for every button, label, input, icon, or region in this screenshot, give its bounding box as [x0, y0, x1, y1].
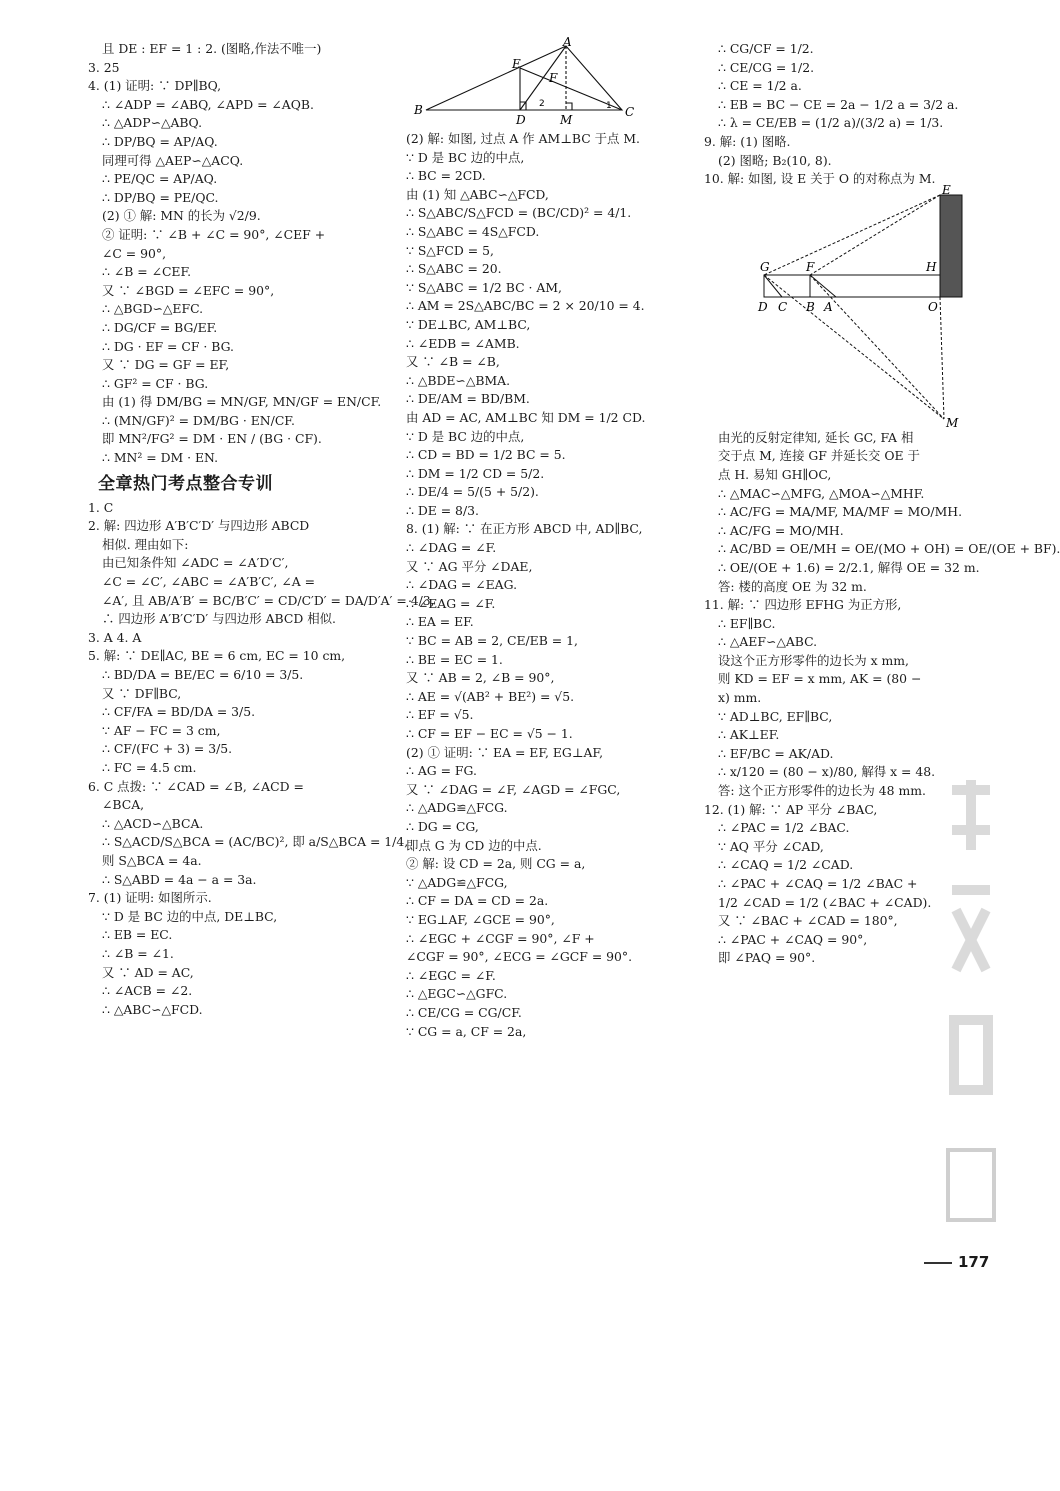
fig-label-a: A	[824, 299, 833, 314]
text-line: 8. (1) 解: ∵ 在正方形 ABCD 中, AD∥BC,	[406, 521, 643, 537]
text-line: ∴ △ABC∽△FCD.	[102, 1001, 203, 1017]
text-line: ∴ ∠ADP = ∠ABQ, ∠APD = ∠AQB.	[102, 96, 314, 112]
text-line: ∴ EA = EF.	[406, 614, 474, 630]
fig-label-b: B	[414, 103, 423, 117]
text-line: ∴ S△ABC = 4S△FCD.	[406, 223, 540, 239]
text-line: ∴ △ACD∽△BCA.	[102, 815, 204, 831]
text-line: 由已知条件知 ∠ADC = ∠A′D′C′,	[102, 555, 289, 571]
text-line: ∴ △MAC∽△MFG, △MOA∽△MHF.	[718, 485, 925, 501]
text-line: ∴ CE = 1/2 a.	[718, 78, 802, 94]
text-line: ∴ BD/DA = BE/EC = 6/10 = 3/5.	[102, 667, 304, 682]
fig-label-h: H	[926, 259, 937, 274]
text-line: ∴ ∠EAG = ∠F.	[406, 595, 496, 611]
text-line: ∴ ∠ACB = ∠2.	[102, 983, 193, 999]
text-line: 又 ∵ ∠BAC + ∠CAD = 180°,	[718, 913, 898, 929]
text-line: ∴ △ADP∽△ABQ.	[102, 115, 203, 131]
fig-label-1: 1	[606, 101, 612, 111]
text-line: ∵ D 是 BC 边的中点,	[406, 149, 525, 165]
text-line: 由 AD = AC, AM⊥BC 知 DM = 1/2 CD.	[406, 409, 646, 425]
text-line: (2) 解: 如图, 过点 A 作 AM⊥BC 于点 M.	[406, 131, 640, 146]
text-line: ∴ CE/CG = 1/2.	[718, 59, 815, 75]
text-line: ∴ GF² = CF · BG.	[102, 375, 209, 391]
text-line: ∵ AQ 平分 ∠CAD,	[718, 838, 824, 854]
text-line: ∴ EB = BC − CE = 2a − 1/2 a = 3/2 a.	[718, 96, 959, 112]
text-line: 5. 解: ∵ DE∥AC, BE = 6 cm, EC = 10 cm,	[88, 648, 346, 664]
text-line: ∠BCA,	[102, 797, 145, 813]
text-line: 又 ∵ AD = AC,	[102, 964, 194, 980]
text-line: ∴ DP/BQ = PE/QC.	[102, 189, 219, 205]
text-line: ∴ PE/QC = AP/AQ.	[102, 171, 218, 187]
text-line: 2. 解: 四边形 A′B′C′D′ 与四边形 ABCD	[88, 518, 310, 534]
text-line: ∴ DE/4 = 5/(5 + 5/2).	[406, 484, 539, 500]
text-line: ∠A′, 且 AB/A′B′ = BC/B′C′ = CD/C′D′ = DA/D′A′ = 4/3,	[102, 592, 435, 608]
text-line: ∴ EF/BC = AK/AD.	[718, 745, 834, 761]
text-line: ∠C = ∠C′, ∠ABC = ∠A′B′C′, ∠A =	[102, 574, 315, 590]
text-line: ∴ CF = EF − EC = √5 − 1.	[406, 726, 573, 741]
fig-label-o: O	[928, 299, 938, 314]
fig-label-f: F	[549, 71, 558, 85]
text-line: ∵ EG⊥AF, ∠GCE = 90°,	[406, 911, 555, 927]
text-line: ∴ 四边形 A′B′C′D′ 与四边形 ABCD 相似.	[102, 611, 336, 627]
text-line: 则 S△BCA = 4a.	[102, 852, 202, 868]
text-line: ∴ DP/BQ = AP/AQ.	[102, 133, 218, 149]
text-line: ∴ CF/(FC + 3) = 3/5.	[102, 741, 233, 757]
text-line: ∴ △BGD∽△EFC.	[102, 301, 204, 317]
text-line: 相似. 理由如下:	[102, 536, 189, 552]
text-line: 9. 解: (1) 图略.	[704, 133, 791, 149]
text-line: ∴ CG/CF = 1/2.	[718, 41, 814, 56]
text-line: 设这个正方形零件的边长为 x mm,	[718, 652, 909, 668]
text-line: ∴ (MN/GF)² = DM/BG · EN/CF.	[102, 412, 295, 428]
fig-label-m: M	[560, 113, 573, 127]
text-line: ∴ S△ABC/S△FCD = (BC/CD)² = 4/1.	[406, 205, 632, 221]
text-line: ∴ EB = EC.	[102, 927, 173, 943]
text-line: ∴ ∠B = ∠1.	[102, 945, 174, 961]
text-line: ∴ FC = 4.5 cm.	[102, 759, 197, 775]
text-line: ∴ △EGC∽△GFC.	[406, 986, 508, 1002]
text-line: ∵ D 是 BC 边的中点, DE⊥BC,	[102, 908, 278, 924]
text-line: ∴ BC = 2CD.	[406, 168, 486, 184]
text-line: ∵ AD⊥BC, EF∥BC,	[718, 708, 833, 724]
fig-label-e: E	[942, 182, 951, 197]
fig-label-g: G	[760, 259, 770, 274]
fig-label-2: 2	[539, 99, 545, 109]
text-line: ∴ DG · EF = CF · BG.	[102, 338, 234, 354]
fig-label-b: B	[806, 299, 815, 314]
text-line: ∴ AE = √(AB² + BE²) = √5.	[406, 688, 575, 704]
text-line: ∴ OE/(OE + 1.6) = 2/2.1, 解得 OE = 32 m.	[718, 559, 980, 575]
text-line: ∴ ∠EDB = ∠AMB.	[406, 335, 520, 351]
text-line: ∠C = 90°,	[102, 245, 167, 261]
building-shape	[940, 195, 962, 297]
text-line: 交于点 M, 连接 GF 并延长交 OE 于	[718, 448, 920, 464]
text-line: 点 H. 易知 GH∥OC,	[718, 466, 832, 482]
text-line: 且 DE : EF = 1 : 2. (图略,作法不唯一)	[102, 41, 322, 56]
line-ef	[810, 195, 940, 275]
text-line: ∵ S△ABC = 1/2 BC · AM,	[406, 279, 562, 295]
text-line: ∴ EF = √5.	[406, 707, 474, 723]
text-line: ∵ CG = a, CF = 2a,	[406, 1023, 527, 1039]
triangle-figure	[406, 35, 646, 130]
text-line: ∴ DG/CF = BG/EF.	[102, 319, 218, 335]
text-line: ∴ DG = CG,	[406, 818, 479, 834]
text-line: 同理可得 △AEP∽△ACQ.	[102, 152, 244, 168]
text-line: ∴ ∠DAG = ∠F.	[406, 540, 497, 556]
text-line: ∴ ∠DAG = ∠EAG.	[406, 577, 518, 593]
text-line: 答: 楼的高度 OE 为 32 m.	[718, 578, 867, 594]
text-line: 10. 解: 如图, 设 E 关于 O 的对称点为 M.	[704, 171, 936, 187]
text-line: ∴ ∠EGC + ∠CGF = 90°, ∠F +	[406, 930, 595, 946]
text-line: 又 ∵ AB = 2, ∠B = 90°,	[406, 670, 555, 686]
text-line: 又 ∵ ∠DAG = ∠F, ∠AGD = ∠FGC,	[406, 781, 621, 797]
text-line: 4. (1) 证明: ∵ DP∥BQ,	[88, 78, 222, 94]
text-line: 由 (1) 得 DM/BG = MN/GF, MN/GF = EN/CF.	[102, 394, 382, 410]
fig-label-e: E	[512, 57, 521, 71]
column-middle-text	[406, 130, 696, 1041]
text-line: ∴ ∠CAQ = 1/2 ∠CAD.	[718, 857, 854, 873]
text-line: ② 解: 设 CD = 2a, 则 CG = a,	[406, 856, 586, 872]
text-line: ∴ CE/CG = CG/CF.	[406, 1004, 522, 1020]
page-number: 177	[958, 1253, 990, 1271]
text-line: 又 ∵ DG = GF = EF,	[102, 357, 230, 373]
text-line: ∴ CD = BD = 1/2 BC = 5.	[406, 447, 566, 463]
fig-label-d: D	[516, 113, 526, 127]
text-line: ∴ AM = 2S△ABC/BC = 2 × 20/10 = 4.	[406, 298, 645, 314]
text-line: ∴ S△ACD/S△BCA = (AC/BC)², 即 a/S△BCA = 1/4,	[102, 834, 409, 850]
text-line: ∴ AC/FG = MA/MF, MA/MF = MO/MH.	[718, 504, 963, 520]
text-line: 1. C	[88, 499, 114, 515]
text-line: ∴ CF/FA = BD/DA = 3/5.	[102, 704, 256, 720]
text-line: ∠CGF = 90°, ∠ECG = ∠GCF = 90°.	[406, 949, 633, 965]
text-line: 1/2 ∠CAD = 1/2 (∠BAC + ∠CAD).	[718, 894, 932, 910]
text-line: ∴ AC/FG = MO/MH.	[718, 522, 844, 538]
text-line: ∴ EF∥BC.	[718, 615, 776, 631]
text-line: ∵ S△FCD = 5,	[406, 242, 494, 258]
text-line: 7. (1) 证明: 如图所示.	[88, 890, 212, 906]
ground-strip	[764, 275, 940, 297]
text-line: ∴ ∠B = ∠CEF.	[102, 264, 192, 280]
text-line: ∴ AC/BD = OE/MH = OE/(MO + OH) = OE/(OE + BF).	[718, 541, 1060, 557]
text-line: ∵ △ADG≌△FCG,	[406, 874, 508, 890]
text-line: ∴ DM = 1/2 CD = 5/2.	[406, 465, 545, 481]
text-line: 又 ∵ ∠B = ∠B,	[406, 354, 500, 370]
text-line: 由光的反射定律知, 延长 GC, FA 相	[718, 429, 914, 445]
side-stamp-graphic	[942, 770, 1000, 1240]
text-line: ② 证明: ∵ ∠B + ∠C = 90°, ∠CEF +	[102, 226, 326, 242]
reflection-figure	[744, 182, 964, 430]
text-line: ∴ CF = DA = CD = 2a.	[406, 893, 549, 909]
line-om	[940, 297, 944, 419]
text-line: 6. C 点拨: ∵ ∠CAD = ∠B, ∠ACD =	[88, 778, 304, 794]
text-line: ∵ D 是 BC 边的中点,	[406, 428, 525, 444]
text-line: ∴ ∠PAC + ∠CAQ = 90°,	[718, 931, 868, 947]
fig-label-a: A	[563, 35, 572, 49]
text-line: 答: 这个正方形零件的边长为 48 mm.	[718, 783, 926, 799]
text-line: 11. 解: ∵ 四边形 EFHG 为正方形,	[704, 597, 902, 613]
text-line: 即 ∠PAQ = 90°.	[718, 950, 816, 966]
text-line: ∴ ∠EGC = ∠F.	[406, 967, 496, 983]
column-middle	[406, 35, 696, 1041]
fig-label-d: D	[758, 299, 768, 314]
text-line: 3. A 4. A	[88, 629, 142, 645]
fig-label-c: C	[778, 299, 788, 314]
text-line: 又 ∵ ∠BGD = ∠EFC = 90°,	[102, 282, 275, 298]
text-line: ∵ BC = AB = 2, CE/EB = 1,	[406, 633, 578, 649]
text-line: ∴ △AEF∽△ABC.	[718, 634, 818, 650]
text-line: 由 (1) 知 △ABC∽△FCD,	[406, 186, 549, 202]
text-line: ∴ MN² = DM · EN.	[102, 450, 219, 466]
column-left	[88, 40, 435, 1019]
text-line: ∴ S△ABD = 4a − a = 3a.	[102, 871, 257, 887]
text-line: 又 ∵ AG 平分 ∠DAE,	[406, 558, 533, 574]
text-line: 则 KD = EF = x mm, AK = (80 −	[718, 671, 922, 687]
text-line: (2) ① 证明: ∵ EA = EF, EG⊥AF,	[406, 744, 604, 760]
fig-label-c: C	[625, 105, 635, 119]
text-line: ∴ DE = 8/3.	[406, 502, 479, 518]
text-line: ∴ BE = EC = 1.	[406, 651, 503, 667]
text-line: ∴ S△ABC = 20.	[406, 261, 502, 277]
text-line: ∵ AF − FC = 3 cm,	[102, 722, 221, 738]
text-line: 3. 25	[88, 59, 120, 75]
column-right-top-text	[704, 40, 994, 189]
fig-label-f: F	[806, 259, 815, 274]
text-line: ∴ ∠PAC + ∠CAQ = 1/2 ∠BAC +	[718, 876, 918, 891]
section-heading: 全章热门考点整合专训	[98, 473, 273, 494]
text-line: ∴ AG = FG.	[406, 763, 477, 779]
text-line: 即 MN²/FG² = DM · EN / (BG · CF).	[102, 431, 322, 447]
text-line: (2) ① 解: MN 的长为 √2/9.	[102, 208, 261, 224]
text-line: 即点 G 为 CD 边的中点.	[406, 837, 542, 853]
text-line: ∴ AK⊥EF.	[718, 727, 780, 743]
text-line: ∵ DE⊥BC, AM⊥BC,	[406, 316, 531, 332]
text-line: x) mm.	[718, 690, 762, 706]
page-number-rule	[924, 1262, 952, 1264]
text-line: ∴ DE/AM = BD/BM.	[406, 391, 530, 407]
fig-label-m: M	[946, 415, 959, 430]
text-line: 又 ∵ DF∥BC,	[102, 685, 182, 701]
text-line: ∴ △ADG≌△FCG.	[406, 800, 508, 816]
text-line: 12. (1) 解: ∵ AP 平分 ∠BAC,	[704, 801, 878, 817]
text-line: (2) 图略; B₂(10, 8).	[718, 152, 832, 168]
text-line: ∴ x/120 = (80 − x)/80, 解得 x = 48.	[718, 764, 936, 780]
text-line: ∴ △BDE∽△BMA.	[406, 372, 511, 388]
text-line: ∴ λ = CE/EB = (1/2 a)/(3/2 a) = 1/3.	[718, 115, 944, 131]
text-line: ∴ ∠PAC = 1/2 ∠BAC.	[718, 820, 850, 836]
line-eg	[764, 195, 940, 275]
